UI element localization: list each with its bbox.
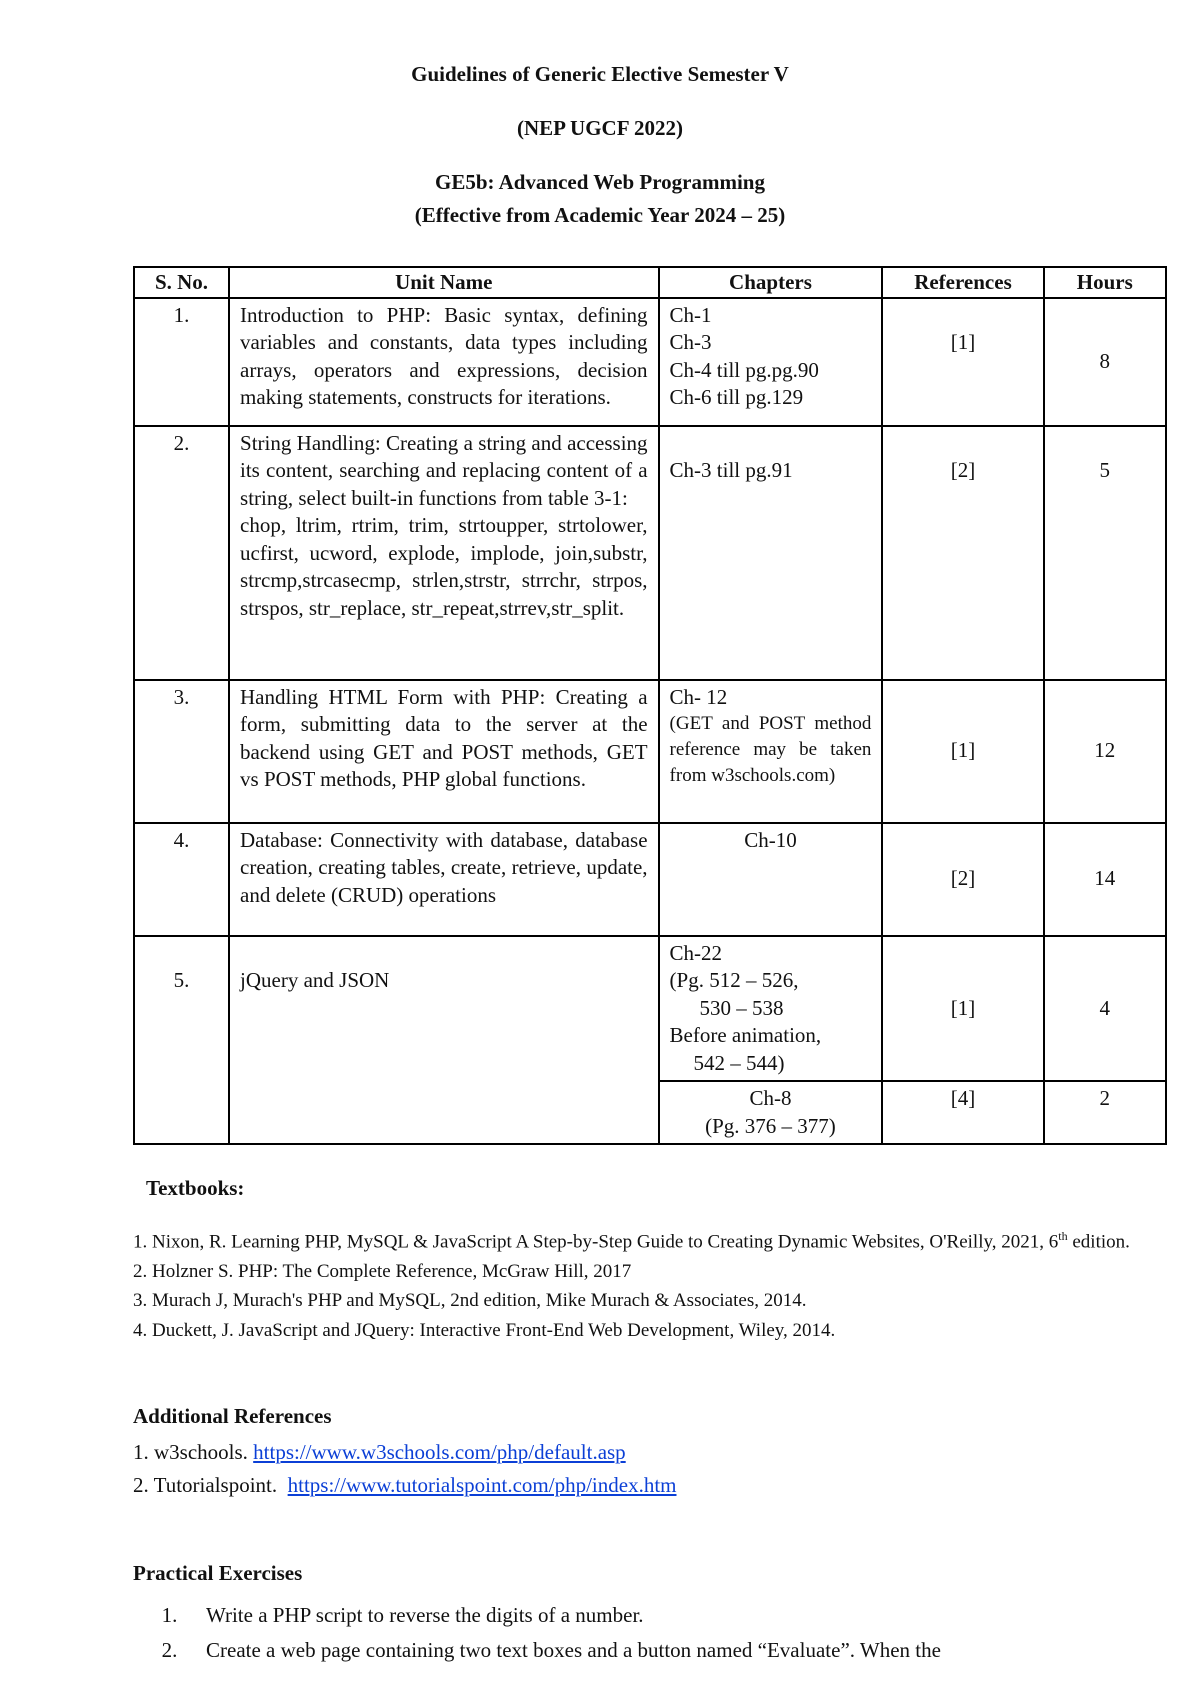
table-row: [134, 680, 1166, 823]
row-hours: 12: [1044, 680, 1166, 823]
table-row: [134, 823, 1166, 936]
item-number: 3.: [133, 1290, 148, 1312]
ref-link-tutorialspoint[interactable]: https://www.tutorialspoint.com/php/index.htm: [287, 1473, 677, 1497]
practical-exercises-list: [133, 1598, 1173, 1668]
col-header-sno: S. No.: [134, 267, 229, 298]
chapter-line: Before animation,: [669, 1023, 822, 1047]
chapter-line: Ch-4 till pg.pg.90: [669, 357, 819, 382]
chapter-line: Ch-22: [669, 940, 723, 965]
chapter-line: Ch-8: [749, 1086, 792, 1110]
item-number: 2.: [161, 1638, 178, 1662]
list-item: [133, 1222, 1133, 1257]
textbooks-list: [133, 1222, 1133, 1345]
document-subtitle: (NEP UGCF 2022): [516, 116, 684, 140]
ref-label: 1. w3schools.: [133, 1440, 254, 1464]
additional-references-list: [133, 1436, 677, 1502]
chapter-line: (Pg. 512 – 526,: [669, 968, 799, 992]
col-header-hours: Hours: [1044, 267, 1166, 298]
row-chapters: Ch-3 till pg.91: [659, 426, 883, 680]
row-ref: [4]: [882, 1081, 1043, 1144]
list-item: [133, 1633, 1173, 1668]
item-superscript: th: [1058, 1229, 1068, 1243]
item-text: Holzner S. PHP: The Complete Reference, McGraw Hill, 2017: [152, 1260, 632, 1282]
item-number: 1.: [161, 1603, 178, 1627]
item-number: 2.: [133, 1260, 148, 1282]
list-item: [133, 1316, 1133, 1346]
document-title: Guidelines of Generic Elective Semester V: [411, 62, 789, 86]
item-text: Nixon, R. Learning PHP, MySQL & JavaScript A Step-by-Step Guide to Creating Dynamic Websites, O'Reilly, 2021, 6: [152, 1231, 1059, 1253]
list-item: [133, 1469, 677, 1502]
unit-description: String Handling: Creating a string and accessing its content, searching and replacing content of a string, select built-in functions from table 3-1:: [240, 430, 648, 510]
row-hours: 4: [1044, 936, 1166, 1082]
item-number: 1.: [133, 1231, 148, 1253]
col-header-references: References: [882, 267, 1043, 298]
chapter-line: (Pg. 376 – 377): [705, 1113, 836, 1138]
col-header-chapters: Chapters: [659, 267, 883, 298]
row-hours: 5: [1044, 426, 1166, 680]
chapter-line: 542 – 544): [693, 1050, 785, 1075]
chapter-line: 530 – 538: [699, 995, 784, 1020]
chapter-line: Ch- 12: [669, 684, 728, 709]
syllabus-table: [133, 266, 1167, 1145]
row-chapters: [659, 680, 883, 823]
list-item: [133, 1436, 677, 1469]
row-ref: [1]: [882, 680, 1043, 823]
row-unit: Handling HTML Form with PHP: Creating a form, submitting data to the server at the backend using GET and POST methods, GET vs POST methods, PHP global functions.: [229, 680, 659, 823]
item-tail: edition.: [1067, 1231, 1130, 1253]
ref-label: 2. Tutorialspoint.: [133, 1473, 288, 1497]
row-chapters: [659, 298, 883, 426]
table-row: [134, 936, 1166, 1082]
list-item: [133, 1286, 1133, 1316]
chapter-line: Ch-1: [669, 302, 712, 327]
textbooks-heading: Textbooks:: [146, 1176, 245, 1200]
row-hours: 2: [1044, 1081, 1166, 1144]
row-sno: 5.: [134, 936, 229, 1145]
row-sno: 1.: [134, 298, 229, 426]
item-text: Murach J, Murach's PHP and MySQL, 2nd edition, Mike Murach & Associates, 2014.: [152, 1290, 807, 1312]
row-unit: Database: Connectivity with database, database creation, creating tables, create, retrieve, update, and delete (CRUD) operations: [229, 823, 659, 936]
item-text: Create a web page containing two text boxes and a button named “Evaluate”. When the: [206, 1638, 941, 1662]
row-chapters: [659, 1081, 883, 1144]
chapter-note: (GET and POST method reference may be taken from w3schools.com): [669, 713, 872, 786]
list-item: [133, 1598, 1173, 1633]
unit-functions: chop, ltrim, rtrim, trim, strtoupper, strtolower, ucfirst, ucword, explode, implode, join,substr, strcmp,strcasecmp, strlen,strstr, strrchr, strpos, strspos, str_replace, str_repeat,strrev,str_split.: [240, 513, 648, 620]
item-text: Write a PHP script to reverse the digits of a number.: [206, 1603, 644, 1627]
table-row: [134, 426, 1166, 680]
row-hours: 14: [1044, 823, 1166, 936]
row-sno: 2.: [134, 426, 229, 680]
row-unit: [229, 426, 659, 680]
item-text: Duckett, J. JavaScript and JQuery: Interactive Front-End Web Development, Wiley, 2014.: [152, 1319, 836, 1341]
effective-year: (Effective from Academic Year 2024 – 25): [414, 203, 786, 227]
row-ref: [1]: [882, 298, 1043, 426]
item-number: 4.: [133, 1319, 148, 1341]
chapter-line: Ch-6 till pg.129: [669, 385, 804, 409]
table-header-row: [134, 267, 1166, 298]
course-title: GE5b: Advanced Web Programming: [434, 170, 765, 194]
row-chapters: Ch-10: [659, 823, 883, 936]
row-chapters: [659, 936, 883, 1082]
practical-exercises-heading: Practical Exercises: [133, 1561, 303, 1585]
row-ref: [1]: [882, 936, 1043, 1082]
col-header-unit: Unit Name: [229, 267, 659, 298]
row-hours: 8: [1044, 298, 1166, 426]
row-ref: [2]: [882, 823, 1043, 936]
row-ref: [2]: [882, 426, 1043, 680]
chapter-line: Ch-3: [669, 330, 712, 354]
additional-references-heading: Additional References: [133, 1404, 332, 1428]
row-sno: 4.: [134, 823, 229, 936]
table-row: [134, 298, 1166, 426]
list-item: [133, 1257, 1133, 1287]
row-unit: jQuery and JSON: [229, 936, 659, 1145]
row-unit: Introduction to PHP: Basic syntax, defining variables and constants, data types including arrays, operators and expressions, decision making statements, constructs for iterations.: [229, 298, 659, 426]
row-sno: 3.: [134, 680, 229, 823]
ref-link-w3schools[interactable]: https://www.w3schools.com/php/default.asp: [253, 1440, 626, 1464]
